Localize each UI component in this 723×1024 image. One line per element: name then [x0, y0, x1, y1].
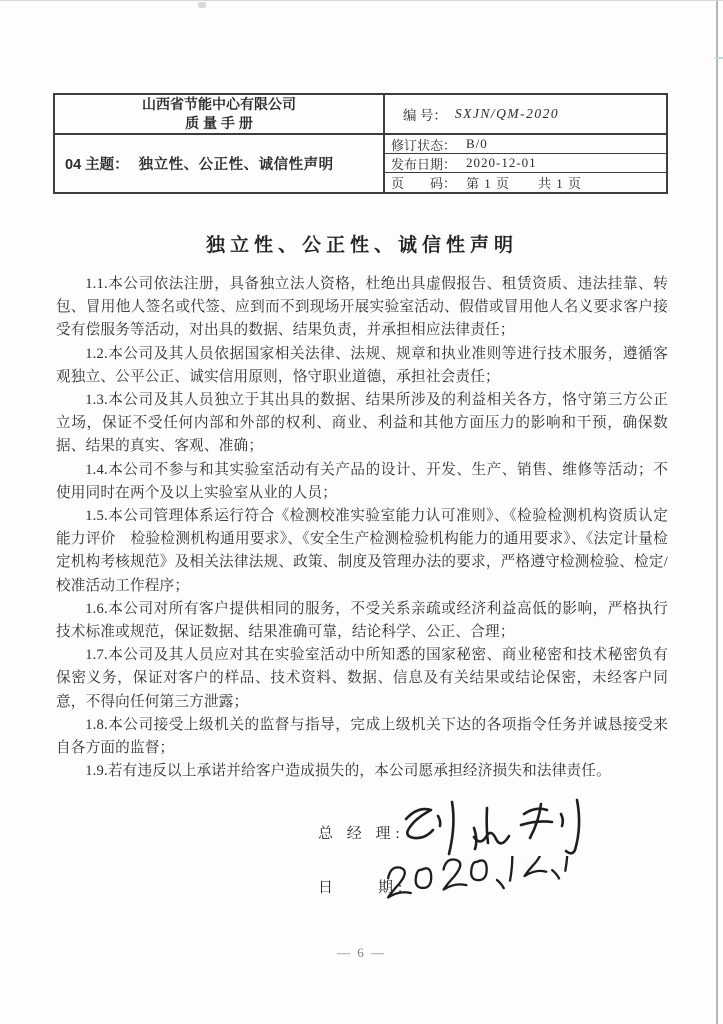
declaration-title: 独立性、公正性、诚信性声明: [205, 235, 518, 256]
declaration-paragraph-7: 1.7.本公司及其人员应对其在实验室活动中所知悉的国家秘密、商业秘密和技术秘密负有保密义务，保证对客户的样品、技术资料、数据、信息及有关结果或结论保密，未经客户同意，不得向任何第三方泄露；: [56, 647, 668, 710]
declaration-paragraph-1: 1.1.本公司依法注册，具备独立法人资格，杜绝出具虚假报告、租赁资质、违法挂靠、转包、冒用他人签名或代签、应到而不到现场开展实验室活动、假借或冒用他人名义要求客户接受有偿服务等活动，对出具的数据、结果负责，并承担相应法律责任；: [56, 276, 668, 339]
date-strokes: [382, 856, 578, 908]
declaration-paragraph-3: 1.3.本公司及其人员独立于其出具的数据、结果所涉及的利益相关各方，恪守第三方公正立场，保证不受任何内部和外部的权利、商业、利益和其他方面压力的影响和干预，确保数据、结果的真实、客观、准确；: [56, 392, 668, 455]
doc-number-cell: [385, 95, 666, 135]
declaration-section: [56, 230, 668, 783]
manual-name: 质 量 手 册: [185, 115, 253, 131]
declaration-paragraph-4: 1.4.本公司不参与和其实验室活动有关产品的设计、开发、生产、销售、维修等活动；不使用同时在两个及以上实验室从业的人员；: [56, 461, 668, 501]
issue-date-value: 2020-12-01: [466, 155, 537, 170]
scan-blue-tick: [715, 57, 723, 59]
scan-smudge: [198, 2, 206, 8]
revision-value: B/0: [466, 136, 488, 151]
signature-strokes: [388, 793, 614, 865]
page-code-value: 第 1 页 共 1 页: [466, 176, 583, 191]
revision-label: 修订状态：: [391, 137, 457, 153]
declaration-paragraph-5: 1.5.本公司管理体系运行符合《检测校准实验室能力认可准则》、《检验检测机构资质认定能力评价 检验检测机构通用要求》、《安全生产检测检验机构能力的通用要求》、《法定计量检定机构考核规范》及相关法律法规、政策、制度及管理办法的要求，严格遵守检测检验、检定/校准活动工作程序；: [56, 508, 668, 594]
page-code-cell: [385, 173, 666, 192]
header-table: [53, 93, 668, 194]
issue-date-label: 发布日期：: [391, 156, 457, 172]
footer-page-number: — 6 —: [337, 945, 386, 960]
company-title-cell: [55, 95, 385, 135]
signature-date-label: 日 期:: [318, 880, 408, 896]
declaration-paragraph-9: 1.9.若有违反以上承诺并给客户造成损失的，本公司愿承担经济损失和法律责任。: [85, 763, 611, 780]
declaration-paragraph-6: 1.6.本公司对所有客户提供相同的服务，不受关系亲疏或经济利益高低的影响，严格执行技术标准或规范，保证数据、结果准确可靠，结论科学、公正、合理；: [56, 600, 668, 641]
handwritten-date: [382, 856, 578, 913]
subject-value: 独立性、公正性、诚信性声明: [138, 157, 334, 173]
manager-signature-label: 总 经 理:: [318, 826, 405, 842]
subject-label: 04 主题：: [65, 157, 129, 173]
doc-number-value: SXJN/QM-2020: [454, 106, 560, 121]
revision-status-cell: [385, 135, 666, 154]
scan-edge-line-top: [0, 0, 723, 1]
scan-edge-line: [716, 0, 718, 1024]
declaration-paragraph-8: 1.8.本公司接受上级机关的监督与指导，完成上级机关下达的各项指令任务并诚恳接受来自各方面的监督；: [56, 716, 668, 757]
company-name: 山西省节能中心有限公司: [142, 96, 296, 113]
page-code-label: 页 码：: [391, 176, 457, 191]
subject-cell: [55, 135, 385, 192]
issue-date-cell: [385, 154, 666, 173]
doc-number-label: 编 号：: [403, 108, 447, 123]
declaration-paragraph-2: 1.2.本公司及其人员依据国家相关法律、法规、规章和执业准则等进行技术服务，遵循客观独立、公平公正、诚实信用原则，恪守职业道德，承担社会责任；: [56, 345, 668, 385]
